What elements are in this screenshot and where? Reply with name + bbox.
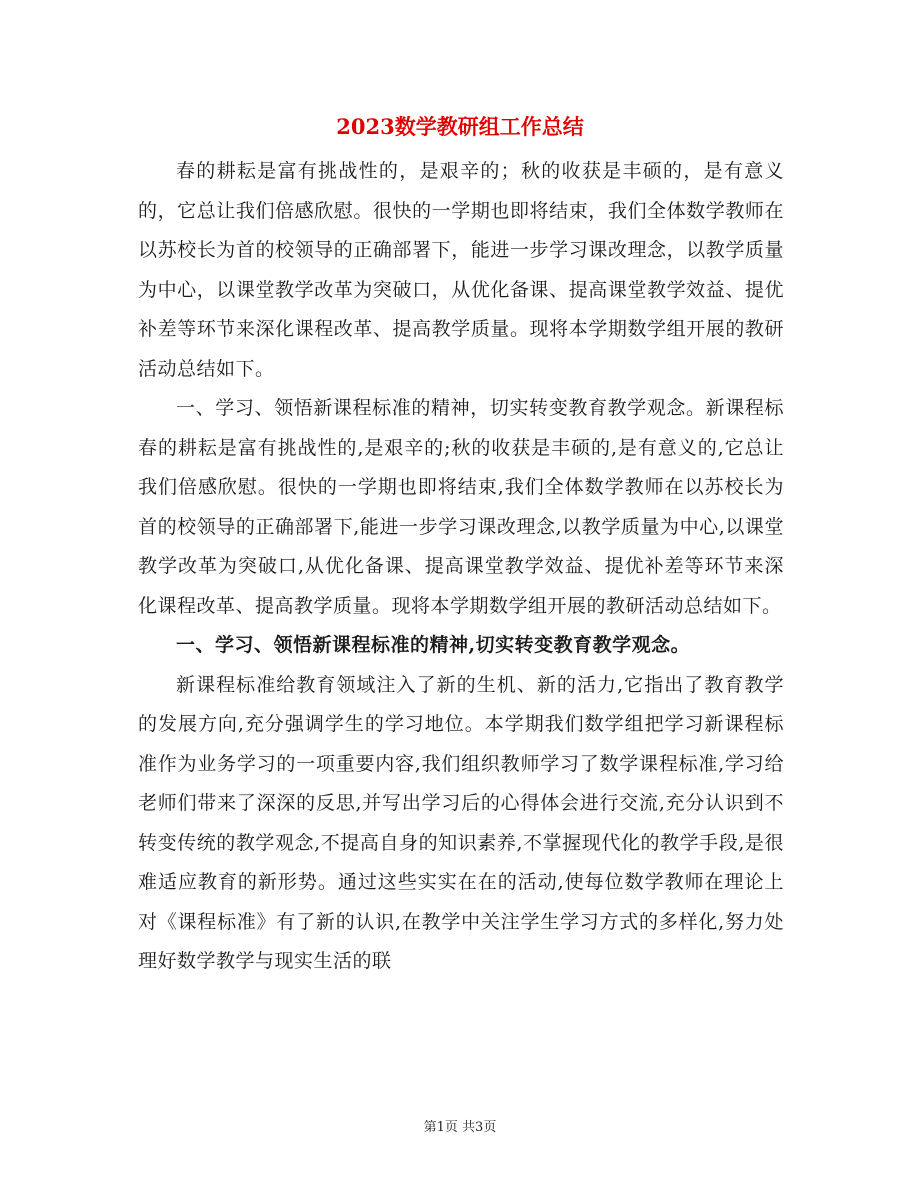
document-body: [138, 152, 784, 982]
document-title: 2023数学教研组工作总结: [336, 114, 584, 139]
paragraph-intro: 春的耕耘是富有挑战性的，是艰辛的；秋的收获是丰硕的，是有意义的，它总让我们倍感欣慰。很快的一学期也即将结束，我们全体数学教师在以苏校长为首的校领导的正确部署下，能进一步学习课改理念，以教学质量为中心，以课堂教学改革为突破口，从优化备课、提高课堂教学效益、提优补差等环节来深化课程改革、提高教学质量。现将本学期数学组开展的教研活动总结如下。: [138, 160, 784, 380]
page-number-footer: 第1页 共3页: [423, 1120, 497, 1135]
paragraph-section-one-repeat: 一、学习、领悟新课程标准的精神，切实转变教育教学观念。新课程标春的耕耘是富有挑战性的,是艰辛的;秋的收获是丰硕的,是有意义的,它总让我们倍感欣慰。很快的一学期也即将结束,我们全体数学教师在以苏校长为首的校领导的正确部署下,能进一步学习课改理念,以教学质量为中心,以课堂教学改革为突破口,从优化备课、提高课堂教学效益、提优补差等环节来深化课程改革、提高教学质量。现将本学期数学组开展的教研活动总结如下。: [138, 397, 784, 617]
paragraph-curriculum-standard: 新课程标准给教育领域注入了新的生机、新的活力,它指出了教育教学的发展方向,充分强调学生的学习地位。本学期我们数学组把学习新课程标准作为业务学习的一项重要内容,我们组织教师学习了数学课程标准,学习给老师们带来了深深的反思,并写出学习后的心得体会进行交流,充分认识到不转变传统的教学观念,不提高自身的知识素养,不掌握现代化的教学手段,是很难适应教育的新形势。通过这些实实在在的活动,使每位数学教师在理论上对《课程标准》有了新的认识,在教学中关注学生学习方式的多样化,努力处理好数学教学与现实生活的联: [138, 673, 784, 972]
section-heading-one: 一、学习、领悟新课程标准的精神,切实转变教育教学观念。: [176, 634, 691, 656]
